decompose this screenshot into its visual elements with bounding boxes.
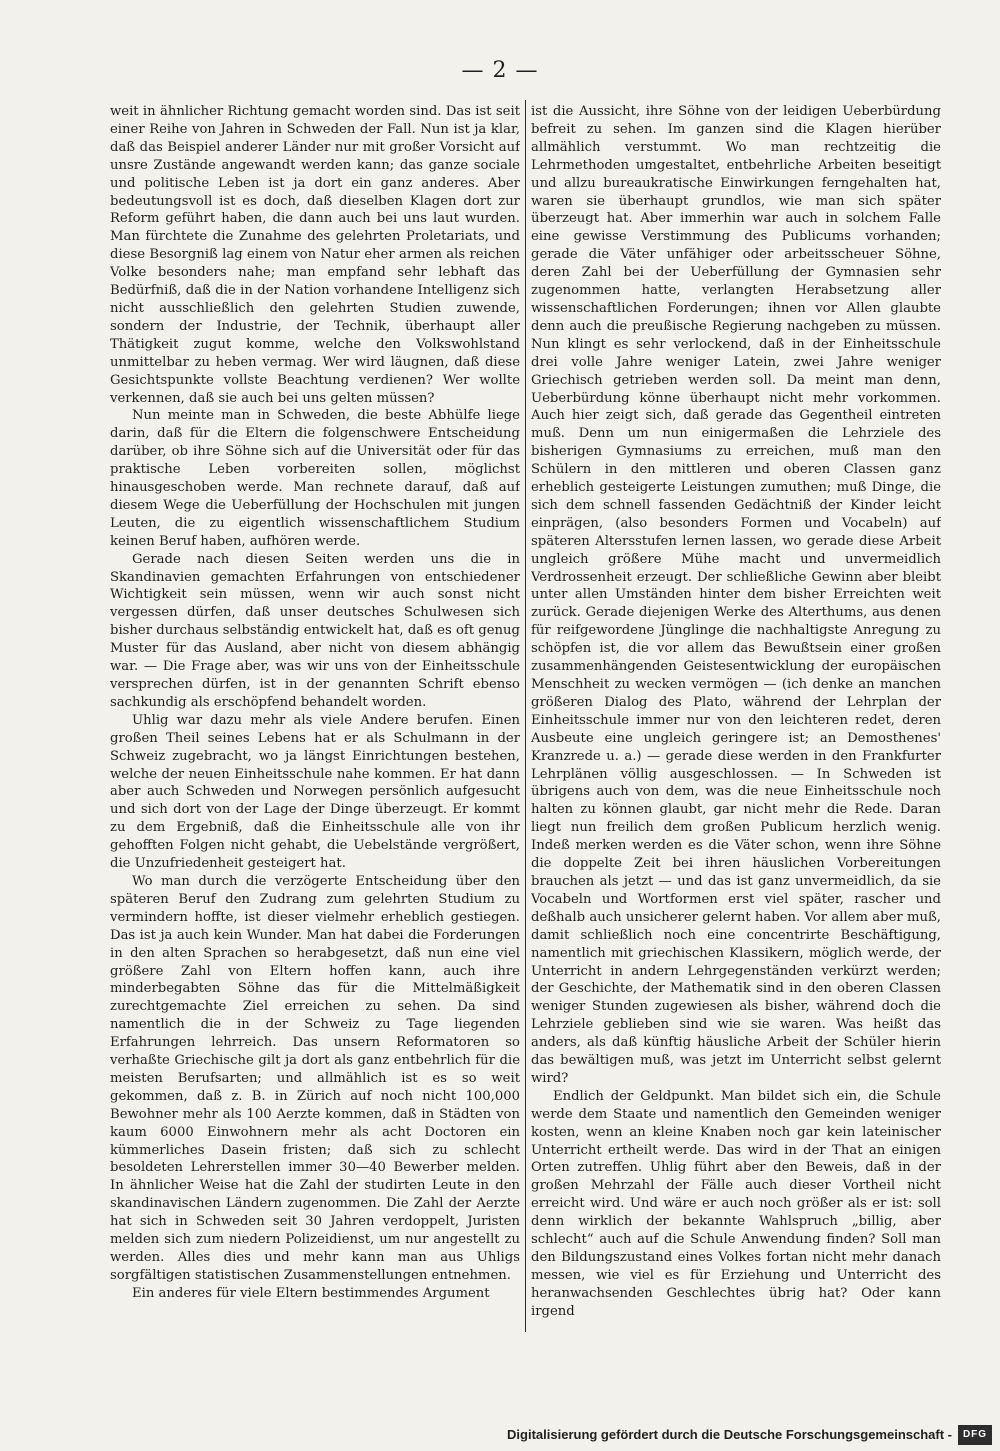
- column-divider: [525, 100, 526, 1332]
- dfg-logo: DFG: [958, 1425, 992, 1445]
- paragraph: Wo man durch die verzögerte Entscheidung über den späteren Beruf den Zudrang zum gelehrten Studium zu vermindern hoffte, ist dieser vielmehr erheblich gestiegen. Das ist ja auch kein Wunder. Man hat dabei die Forderungen in den alten Sprachen so herabgesetzt, daß nun eine viel größere Zahl von Eltern hoffen kann, auch ihre minderbegabten Söhne das für die Mittelmäßigkeit zurechtgemachte Ziel erreichen zu sehen. Da sind namentlich die in der Schweiz zu Tage liegenden Erfahrungen lehrreich. Das unsern Reformatoren so verhaßte Griechische gilt ja dort als ganz entbehrlich für die meisten Berufsarten; und allmählich ist es so weit gekommen, daß z. B. in Zürich auf noch nicht 100,000 Bewohner mehr als 100 Aerzte kommen, daß in Städten von kaum 6000 Einwohnern mehr als acht Doctoren ein kümmerliches Dasein fristen; daß sich zu schlecht besoldeten Lehrerstellen immer 30—40 Bewerber melden. In ähnlicher Weise hat die Zahl der studirten Leute in den skandinavischen Ländern zugenommen. Die Zahl der Aerzte hat sich in Schweden seit 30 Jahren verdoppelt, Juristen melden sich zum niedern Polizeidienst, um nur angestellt zu werden. Alles dies und mehr kann man aus Uhligs sorgfältigen statistischen Zusammenstellungen entnehmen.: [110, 873, 520, 1283]
- footer-credit: Digitalisierung gefördert durch die Deutsche Forschungsgemeinschaft -: [507, 1427, 952, 1442]
- paragraph: Gerade nach diesen Seiten werden uns die in Skandinavien gemachten Erfahrungen von entschiedener Wichtigkeit sein müssen, wenn wir auch sonst nicht vergessen dürfen, daß unser deutsches Schulwesen sich bisher durchaus selbständig entwickelt hat, daß es oft genug Muster für das Ausland, aber nicht von diesem abhängig war. — Die Frage aber, was wir uns von der Einheitsschule versprechen dürfen, ist in der genannten Schrift ebenso sachkundig als erschöpfend behandelt worden.: [110, 551, 520, 710]
- paragraph: weit in ähnlicher Richtung gemacht worden sind. Das ist seit einer Reihe von Jahren in Schweden der Fall. Nun ist ja klar, daß das Beispiel anderer Länder nur mit großer Vorsicht auf unsre Zustände angewandt werden kann; das ganze sociale und politische Leben ist ja dort ein ganz anderes. Aber bedeutungsvoll ist es doch, daß dieselben Klagen dort zur Reform geführt haben, die dann auch bei uns laut wurden. Man fürchtete die Zunahme des gelehrten Proletariats, und diese Besorgniß lag einem von Natur eher armen als reichen Volke besonders nahe; man empfand sehr lebhaft das Bedürfniß, daß die in der Nation vorhandene Intelligenz sich nicht ausschließlich den gelehrten Studien zuwende, sondern der Industrie, der Technik, überhaupt aller Thätigkeit zugut komme, welche den Volkswohlstand unmittelbar zu heben vermag. Wer wird läugnen, daß diese Gesichtspunkte vollste Beachtung verdienen? Wer wollte verkennen, daß sie auch bei uns gelten müssen?: [110, 104, 520, 406]
- right-column: [531, 103, 941, 1328]
- paragraph: Uhlig war dazu mehr als viele Andere berufen. Einen großen Theil seines Lebens hat er als Schulmann in der Schweiz zugebracht, wo ja längst Einrichtungen bestehen, welche der neuen Einheitsschule nahe kommen. Er hat dann aber auch Schweden und Norwegen persönlich aufgesucht und sich dort von der Lage der Dinge überzeugt. Er kommt zu dem Ergebniß, daß die Einheitsschule alle von ihr gehofften Folgen nicht gehabt, die Uebelstände vergrößert, die Unzufriedenheit gesteigert hat.: [110, 712, 520, 872]
- paragraph: Nun meinte man in Schweden, die beste Abhülfe liege darin, daß für die Eltern die folgenschwere Entscheidung darüber, ob ihre Söhne sich auf die Universität oder für das praktische Leben vorbereiten sollen, möglichst hinausgeschoben werde. Man rechnete darauf, daß auf diesem Wege die Ueberfüllung der Hochschulen mit jungen Leuten, die zu eigentlich wissenschaftlichem Studium keinen Beruf haben, aufhören werde.: [110, 408, 520, 549]
- paragraph: Ein anderes für viele Eltern bestimmendes Argument: [132, 1285, 490, 1301]
- left-column: [110, 103, 520, 1328]
- page-number: — 2 —: [461, 58, 539, 83]
- paragraph: ist die Aussicht, ihre Söhne von der leidigen Ueberbürdung befreit zu sehen. Im ganzen sind die Klagen hierüber allmählich verstummt. Wo man rechtzeitig die Lehrmethoden umgestaltet, entbehrliche Arbeiten beseitigt und allzu bureaukratische Einwirkungen ferngehalten hat, waren sie überhaupt grundlos, wie man sich später überzeugt hat. Aber immerhin war auch in solchem Falle eine gewisse Verstimmung des Publicums vorhanden; gerade die Väter unfähiger oder arbeitsscheuer Söhne, deren Zahl bei der Ueberfüllung der Gymnasien sehr zugenommen hatte, verlangten Herabsetzung aller wissenschaftlichen Forderungen; ihnen vor Allen glaubte denn auch die preußische Regierung nachgeben zu müssen. Nun klingt es sehr verlockend, daß in der Einheitsschule drei volle Jahre weniger Latein, zwei Jahre weniger Griechisch getrieben werden soll. Da meint man denn, Ueberbürdung könne überhaupt nicht mehr vorkommen. Auch hier zeigt sich, daß gerade das Gegentheil eintreten muß. Denn um nun einigermaßen die Lehrziele des bisherigen Gymnasiums zu erreichen, muß man den Schülern in den mittleren und oberen Classen ganz erheblich gesteigerte Leistungen zumuthen; muß Dinge, die sich dem schnell fassenden Gedächtniß der Kinder leicht einprägen, (also besonders Formen und Vocabeln) auf späteren Altersstufen lernen lassen, wo gerade diese Arbeit ungleich größere Mühe macht und unvermeidlich Verdrossenheit erzeugt. Der schließliche Gewinn aber bleibt unter allen Umständen hinter dem bisher Erreichten weit zurück. Gerade diejenigen Werke des Alterthums, aus denen für reifgewordene Jünglinge die nachhaltigste Anregung zu schöpfen ist, die vor allem das Bewußtsein einer großen zusammenhängenden Geistesentwicklung der europäischen Menschheit zu wecken vermögen — (ich denke an manchen größeren Dialog des Plato, während der Lehrplan der Einheitsschule immer nur von den leichteren redet, deren Ausbeute eine ungleich geringere ist; an Demosthenes' Kranzrede u. a.) — gerade diese werden in den Frankfurter Lehrplänen völlig ausgeschlossen. — In Schweden ist übrigens auch von dem, was die neue Einheitsschule noch halten zu können glaubt, gar nicht mehr die Rede. Daran liegt nun freilich dem großen Publicum herzlich wenig. Indeß merken werden es die Väter schon, wenn ihre Söhne die doppelte Zeit bei ihren häuslichen Vorbereitungen brauchen als jetzt — und das ist ganz unvermeidlich, da sie Vocabeln und Wortformen erst viel später, rascher und deßhalb auch unsicherer gelernt haben. Vor allem aber muß, damit schließlich noch eine concentrirte Beschäftigung, namentlich mit griechischen Klassikern, möglich werde, der Unterricht in andern Lehrgegenständen verkürzt werden; der Geschichte, der Mathematik sind in den oberen Classen weniger Stunden zugewiesen als bisher, während doch die Lehrziele geblieben sind wie sie waren. Was heißt das anders, als daß künftig häusliche Arbeit der Schüler hierin das bewältigen muß, was jetzt im Unterricht selbst gelernt wird?: [531, 104, 941, 1086]
- paragraph: Endlich der Geldpunkt. Man bildet sich ein, die Schule werde dem Staate und namentlich den Gemeinden weniger kosten, wenn an kleine Knaben noch gar kein lateinischer Unterricht ertheilt werde. Das wird in der That an einigen Orten zutreffen. Uhlig führt aber den Beweis, daß in der großen Mehrzahl der Fälle auch dieser Vortheil nicht erreicht wird. Und wäre er auch noch größer als er ist: soll denn wirklich der bekannte Wahlspruch „billig, aber schlecht“ auch auf die Schule Anwendung finden? Soll man den Bildungszustand eines Volkes fortan nicht mehr danach messen, wie viel es für Erziehung und Unterricht des heranwachsenden Geschlechtes übrig hat? Oder kann irgend: [531, 1088, 941, 1319]
- footer: [0, 1423, 1000, 1451]
